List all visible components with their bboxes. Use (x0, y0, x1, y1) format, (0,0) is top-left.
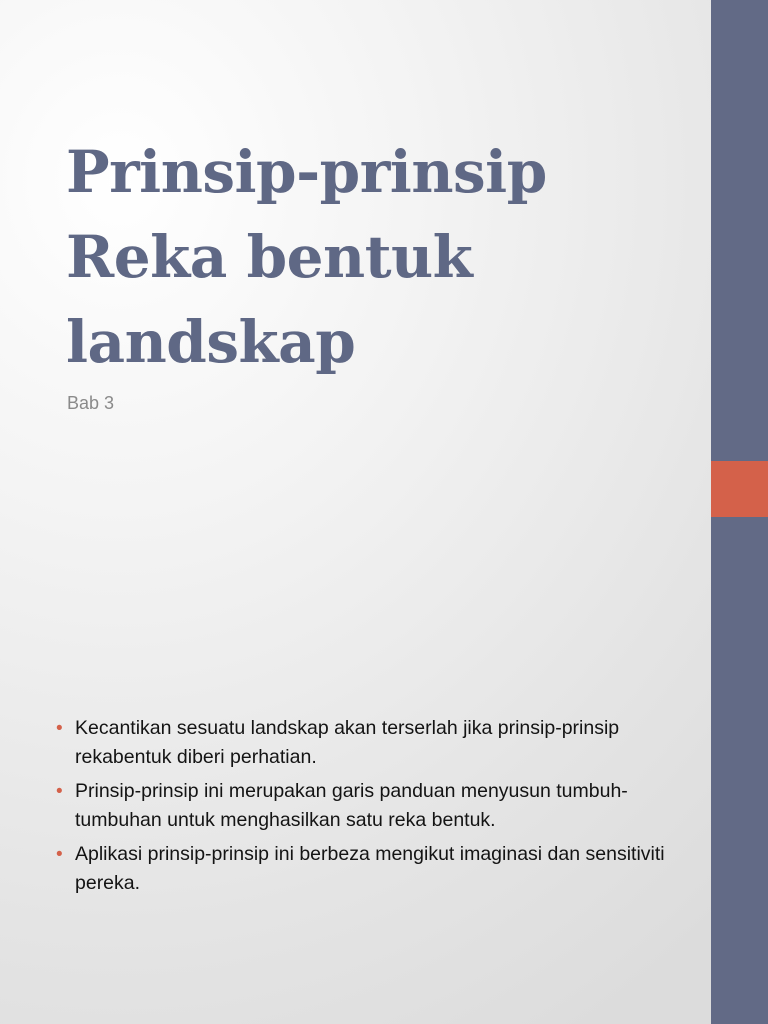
bullet-item (56, 777, 696, 835)
bullet-text: Prinsip-prinsip ini merupakan garis panduan menyusun tumbuh-tumbuhan untuk menghasilkan satu reka bentuk. (75, 780, 628, 831)
title-line-1: Prinsip-prinsip (66, 138, 547, 206)
bullet-text: Aplikasi prinsip-prinsip ini berbeza mengikut imaginasi dan sensitiviti pereka. (75, 843, 665, 894)
title-line-3: landskap (66, 308, 356, 376)
bullet-icon: • (56, 781, 63, 802)
bullet-text: Kecantikan sesuatu landskap akan terserlah jika prinsip-prinsip rekabentuk diberi perhatian. (75, 717, 620, 768)
bullet-icon: • (56, 844, 63, 865)
bullet-item (56, 840, 696, 898)
bullet-icon: • (56, 718, 63, 739)
title-line-2: Reka bentuk (66, 223, 473, 291)
bullet-item (56, 714, 696, 772)
slide-title (66, 130, 686, 385)
slide-subtitle: Bab 3 (67, 393, 115, 413)
side-accent-block (711, 461, 768, 517)
bullet-list (56, 714, 696, 903)
